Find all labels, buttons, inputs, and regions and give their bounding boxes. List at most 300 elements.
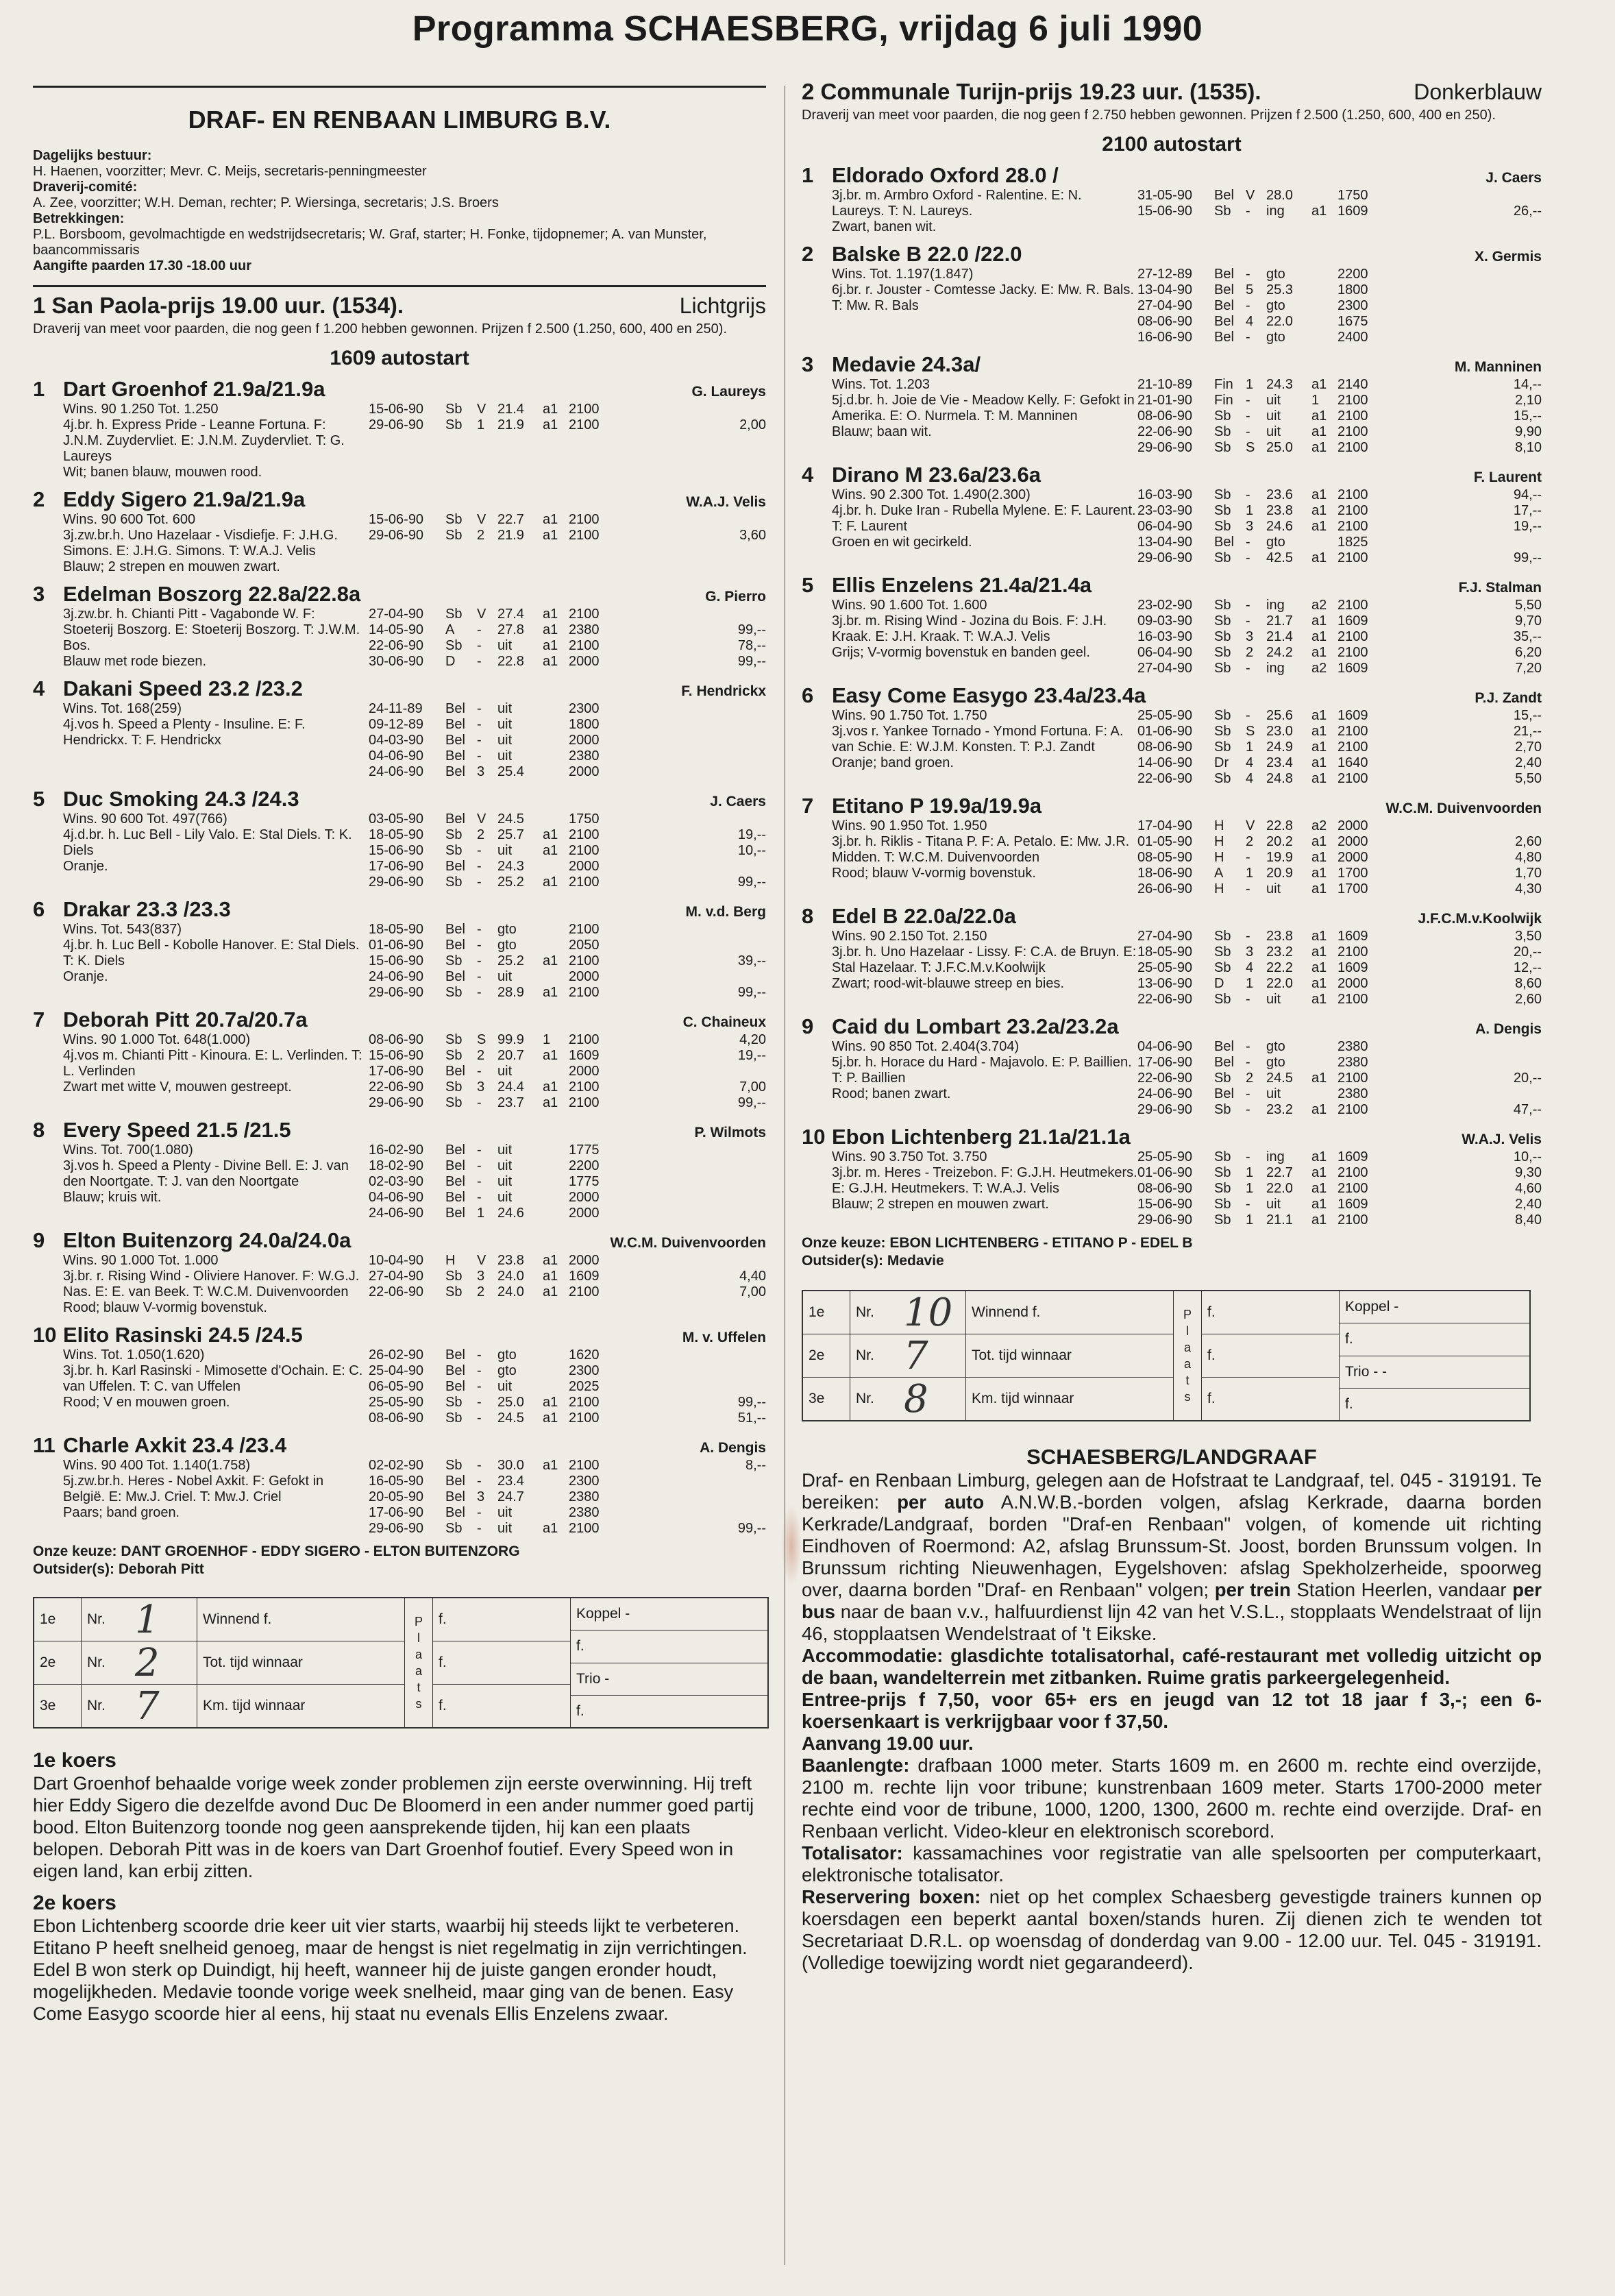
result-cell: uit: [497, 1158, 513, 1173]
result-cell: 51,--: [737, 1410, 766, 1426]
result-cell: 7,00: [739, 1284, 766, 1299]
race1-rule: [33, 285, 766, 287]
result-cell: [618, 1505, 766, 1521]
result-cell: 21.1: [1266, 1212, 1293, 1228]
horse-info: [802, 598, 1137, 676]
slip-position: 2e: [34, 1641, 82, 1684]
slip-f-field: f.: [433, 1641, 570, 1685]
result-cell: 1: [477, 417, 485, 432]
result-cell: 09-03-90: [1137, 613, 1193, 628]
result-cell: 23.7: [497, 1095, 524, 1110]
result-cell: 13-04-90: [1137, 282, 1193, 297]
result-cell: 39,--: [737, 953, 766, 968]
result-cell: gto: [1266, 1039, 1285, 1054]
result-cell: 1609: [1337, 1149, 1368, 1164]
result-row: [369, 1206, 766, 1221]
result-cell: Bel: [445, 764, 465, 779]
result-cell: 22-06-90: [1137, 1071, 1193, 1086]
result-cell: 2100: [569, 843, 600, 858]
result-cell: 08-06-90: [369, 1032, 424, 1047]
result-cell: 01-06-90: [1137, 724, 1193, 739]
result-cell: a1: [543, 654, 558, 669]
horse-entry: [33, 897, 766, 1001]
horse-trainer: P. Wilmots: [694, 1125, 766, 1140]
horse-header: [802, 794, 1542, 818]
result-cell: 20.2: [1266, 834, 1293, 849]
result-row: [1137, 393, 1542, 408]
result-cell: 13-06-90: [1137, 976, 1193, 991]
result-cell: [1311, 535, 1337, 550]
horse-entry: [33, 487, 766, 575]
info-track-length: [802, 1755, 1542, 1842]
result-cell: -: [1246, 1039, 1250, 1054]
horse-entry: [802, 242, 1542, 345]
horse-body: [802, 598, 1542, 676]
result-cell: [618, 717, 766, 733]
horse-number: 8: [33, 1118, 45, 1142]
result-cell: 27-04-90: [369, 607, 424, 622]
slip-right-field: f.: [576, 1702, 584, 1719]
result-cell: ing: [1266, 204, 1285, 219]
result-cell: 1700: [1337, 866, 1368, 881]
horse-info-text: Wins. Tot. 543(837) 4j.br. h. Luc Bell - Kobolle Hanover. E: Stal Diels. T: K. Diels Oranje.: [63, 922, 360, 984]
result-cell: [1387, 188, 1542, 204]
result-cell: 25.2: [497, 875, 524, 890]
result-cell: 15-06-90: [1137, 204, 1193, 219]
result-cell: 10-04-90: [369, 1253, 424, 1268]
result-row: [1137, 519, 1542, 535]
result-cell: 19.9: [1266, 850, 1293, 865]
result-row: [369, 1410, 766, 1426]
result-row: [369, 1458, 766, 1474]
result-cell: -: [477, 1347, 482, 1363]
org-name: DRAF- EN RENBAAN LIMBURG B.V.: [188, 106, 611, 134]
result-cell: 1775: [569, 1174, 600, 1189]
result-cell: 21,--: [1513, 724, 1542, 739]
result-cell: 1609: [1337, 613, 1368, 628]
result-cell: 2100: [569, 638, 600, 653]
result-cell: Bel: [445, 1190, 465, 1205]
slip-f-field: f.: [1202, 1334, 1339, 1378]
horse-body: [33, 811, 766, 890]
result-cell: Sb: [1214, 1181, 1231, 1196]
result-cell: 2025: [569, 1379, 600, 1394]
result-cell: -: [477, 654, 482, 669]
horse-results: [1137, 1149, 1542, 1228]
result-cell: 24.3: [497, 859, 524, 874]
result-cell: 22.0: [1266, 976, 1293, 991]
result-cell: Sb: [445, 638, 463, 653]
info-totalisator: [802, 1842, 1542, 1886]
result-cell: 25.4: [497, 764, 524, 779]
result-cell: a1: [1311, 708, 1327, 723]
result-cell: 24.6: [1266, 519, 1293, 534]
horse-header: [802, 904, 1542, 929]
result-cell: Bel: [445, 733, 465, 748]
horse-entry: [33, 787, 766, 890]
result-cell: [1311, 188, 1337, 204]
result-cell: 20-05-90: [369, 1489, 424, 1504]
result-cell: 8,10: [1515, 440, 1542, 455]
result-cell: a1: [1311, 740, 1327, 755]
result-cell: 24.0: [497, 1269, 524, 1284]
result-row: [1137, 1086, 1542, 1102]
result-cell: [618, 1253, 766, 1269]
org-line: [33, 180, 766, 195]
horse-number: 3: [802, 352, 814, 376]
result-cell: 16-03-90: [1137, 487, 1193, 502]
result-cell: 2100: [1337, 424, 1368, 439]
result-cell: 22-06-90: [1137, 992, 1193, 1007]
slip-koppel-trio: [571, 1598, 767, 1727]
horse-header: [33, 1228, 766, 1253]
horse-name: Dakani Speed 23.2 /23.2: [63, 676, 303, 700]
slip-right-field: f.: [1340, 1323, 1529, 1356]
horse-trainer: W.A.J. Velis: [1462, 1132, 1542, 1147]
result-cell: 2100: [569, 417, 600, 432]
slip-koppel-trio: [1340, 1291, 1529, 1420]
result-cell: 29-06-90: [1137, 440, 1193, 455]
result-cell: S: [1246, 440, 1255, 455]
result-cell: 99,--: [737, 875, 766, 890]
result-row: [1137, 881, 1542, 897]
result-cell: 15-06-90: [369, 843, 424, 858]
result-cell: 2,40: [1515, 1197, 1542, 1212]
horse-body: [33, 1347, 766, 1426]
plaats-letter: t: [417, 1681, 421, 1694]
result-cell: 2000: [569, 1253, 600, 1268]
horse-body: [33, 1143, 766, 1221]
result-cell: 4,40: [739, 1269, 766, 1284]
horse-body: [33, 402, 766, 480]
slip-positions: [803, 1291, 1173, 1420]
horse-entry: [33, 1323, 766, 1426]
result-cell: Bel: [445, 1505, 465, 1520]
result-cell: -: [477, 1379, 482, 1394]
result-row: [369, 1395, 766, 1410]
top-rule: [33, 86, 766, 88]
slip-right-field: Koppel -: [1340, 1291, 1529, 1323]
info-heading: SCHAESBERG/LANDGRAAF: [1026, 1445, 1317, 1469]
slip-handwritten-number: 7: [904, 1334, 966, 1377]
result-cell: 19,--: [737, 827, 766, 842]
result-cell: a1: [543, 827, 558, 842]
result-cell: 24.5: [497, 811, 524, 827]
horse-number: 2: [33, 487, 45, 511]
result-cell: uit: [1266, 393, 1281, 408]
slip-nr-label: Nr.: [87, 1698, 106, 1713]
paper-stain: [781, 1504, 802, 1587]
horse-number: 10: [33, 1323, 57, 1347]
result-cell: 2000: [569, 654, 600, 669]
result-cell: [543, 748, 569, 764]
result-cell: 1609: [1337, 1197, 1368, 1212]
result-cell: 2: [1246, 834, 1254, 849]
horse-number: 6: [802, 683, 814, 707]
plaats-letter: a: [1183, 1341, 1191, 1354]
result-cell: [618, 859, 766, 875]
result-cell: a1: [543, 953, 558, 968]
result-cell: 2300: [569, 1363, 600, 1378]
horse-header: [802, 463, 1542, 487]
result-row: [1137, 535, 1542, 550]
result-cell: a1: [1311, 408, 1327, 424]
result-cell: Sb: [445, 1095, 463, 1110]
plaats-letter: s: [1184, 1390, 1191, 1404]
horse-trainer: P.J. Zandt: [1475, 690, 1542, 706]
result-cell: [543, 701, 569, 717]
result-cell: 1609: [1337, 960, 1368, 975]
result-cell: Sb: [445, 1048, 463, 1063]
result-cell: 2300: [569, 701, 600, 716]
result-cell: 94,--: [1513, 487, 1542, 502]
result-row: [369, 827, 766, 843]
result-cell: 22.2: [1266, 960, 1293, 975]
result-cell: 22.0: [1266, 314, 1293, 329]
result-cell: 20,--: [1513, 1071, 1542, 1086]
horse-name: Eddy Sigero 21.9a/21.9a: [63, 487, 306, 511]
result-cell: Sb: [1214, 1197, 1231, 1212]
horse-entry: [802, 1014, 1542, 1118]
result-cell: -: [477, 1190, 482, 1205]
result-cell: Sb: [1214, 613, 1231, 628]
result-cell: [1311, 282, 1337, 298]
horse-name: Eldorado Oxford 28.0 /: [832, 163, 1059, 187]
horse-body: [802, 1039, 1542, 1118]
result-row: [1137, 503, 1542, 519]
horse-info-text: Wins. 90 1.000 Tot. 648(1.000) 4j.vos m. Chianti Pitt - Kinoura. E: L. Verlinden. T: L. Verlinden Zwart met witte V, mouwen gestreept.: [63, 1032, 362, 1095]
horse-info: [802, 818, 1137, 897]
result-cell: Sb: [445, 417, 463, 432]
horse-header: [33, 676, 766, 701]
result-cell: 2100: [569, 922, 600, 937]
result-cell: [618, 1363, 766, 1379]
horse-trainer: J.F.C.M.v.Koolwijk: [1418, 911, 1542, 927]
result-cell: 2100: [1337, 992, 1368, 1007]
horse-info: [802, 708, 1137, 787]
plaats-letter: P: [414, 1615, 423, 1628]
horse-info: [802, 929, 1137, 1007]
result-cell: uit: [497, 843, 513, 858]
horse-info: [802, 188, 1137, 235]
result-cell: [1387, 1039, 1542, 1055]
result-cell: [1387, 1055, 1542, 1071]
result-cell: 2400: [1337, 330, 1368, 345]
result-cell: -: [1246, 393, 1250, 408]
horse-entry: [802, 794, 1542, 897]
result-cell: 1609: [569, 1048, 600, 1063]
horse-trainer: G. Laureys: [691, 384, 766, 400]
slip-field-label: Winnend f.: [972, 1304, 1041, 1320]
slip-nr-label: Nr.: [856, 1304, 874, 1320]
result-row: [1137, 755, 1542, 771]
org-line-bold: Dagelijks bestuur:: [33, 148, 152, 163]
horse-trainer: F. Laurent: [1473, 469, 1542, 485]
plaats-letter: l: [1186, 1324, 1189, 1338]
result-cell: 29-06-90: [369, 875, 424, 890]
result-cell: Sb: [1214, 771, 1231, 786]
result-cell: 2: [1246, 1071, 1254, 1086]
horse-name: Charle Axkit 23.4 /23.4: [63, 1433, 287, 1457]
horse-results: [1137, 377, 1542, 456]
result-cell: [1387, 1086, 1542, 1102]
slip-position: 1e: [803, 1291, 850, 1334]
result-cell: uit: [497, 1174, 513, 1189]
result-cell: 1: [543, 1032, 551, 1047]
result-cell: 15-06-90: [369, 1048, 424, 1063]
result-row: [1137, 1197, 1542, 1212]
info-by-car: per auto: [897, 1491, 985, 1513]
result-cell: -: [477, 1158, 482, 1173]
result-cell: 2: [1246, 645, 1254, 660]
horse-results: [1137, 818, 1542, 897]
race2-distance: 2100 autostart: [1102, 133, 1242, 156]
horse-header: [802, 1125, 1542, 1149]
info-entree: [802, 1689, 1542, 1733]
result-cell: 2000: [569, 1190, 600, 1205]
result-cell: a1: [1311, 424, 1327, 439]
result-cell: Bel: [445, 922, 465, 937]
horse-name: Ellis Enzelens 21.4a/21.4a: [832, 573, 1092, 597]
result-cell: 06-05-90: [369, 1379, 424, 1394]
info-accommodation: [802, 1645, 1542, 1689]
horse-number: 2: [802, 242, 814, 266]
result-cell: -: [477, 1521, 482, 1536]
slip-plaats-fields: [1202, 1291, 1340, 1420]
result-cell: -: [477, 938, 482, 953]
result-cell: [1311, 1086, 1337, 1102]
org-line-bold: Draverij-comité:: [33, 180, 138, 195]
result-cell: gto: [497, 1363, 517, 1378]
result-row: [369, 938, 766, 953]
result-cell: 2,10: [1515, 393, 1542, 408]
horse-results: [369, 1032, 766, 1111]
slip-right-field: Koppel -: [571, 1598, 767, 1631]
plaats-letter: P: [1183, 1308, 1192, 1321]
horse-results: [1137, 267, 1542, 345]
result-cell: [543, 1363, 569, 1379]
result-row: [1137, 645, 1542, 661]
result-cell: 16-05-90: [369, 1474, 424, 1489]
result-cell: 24.7: [497, 1489, 524, 1504]
org-line: [33, 258, 766, 274]
horse-info-text: Wins. 90 850 Tot. 2.404(3.704) 5j.br. h. Horace du Hard - Majavolo. E: P. Baillien. T: P. Baillien Rood; banen zwart.: [832, 1039, 1132, 1101]
result-cell: [543, 1190, 569, 1206]
result-cell: 2100: [1337, 944, 1368, 960]
result-cell: -: [477, 985, 482, 1000]
result-cell: Bel: [1214, 267, 1234, 282]
result-cell: a2: [1311, 661, 1327, 676]
result-cell: 24.4: [497, 1079, 524, 1095]
result-cell: -: [477, 843, 482, 858]
result-cell: gto: [497, 1347, 517, 1363]
race1-choice: Onze keuze: DANT GROENHOF - EDDY SIGERO - ELTON BUITENZORG: [33, 1543, 520, 1559]
result-cell: 08-05-90: [1137, 850, 1193, 865]
horse-trainer: M. v. Uffelen: [682, 1330, 766, 1345]
horse-trainer: W.C.M. Duivenvoorden: [1385, 801, 1542, 816]
result-cell: 24.0: [497, 1284, 524, 1299]
result-cell: 21.9: [497, 417, 524, 432]
horse-header: [33, 1118, 766, 1143]
result-row: [1137, 1102, 1542, 1118]
result-cell: 08-06-90: [369, 1410, 424, 1426]
race1-horse-list: [33, 377, 766, 1537]
result-cell: [1387, 818, 1542, 834]
result-row: [369, 1379, 766, 1395]
result-cell: Sb: [445, 875, 463, 890]
horse-info: [33, 402, 369, 480]
result-cell: 2100: [1337, 740, 1368, 755]
result-cell: 1800: [1337, 282, 1368, 297]
result-cell: Sb: [445, 1032, 463, 1047]
result-cell: -: [1246, 1086, 1250, 1101]
org-line-bold: Betrekkingen:: [33, 211, 125, 226]
result-cell: 31-05-90: [1137, 188, 1193, 203]
result-row: [369, 638, 766, 654]
result-cell: Sb: [1214, 503, 1231, 518]
result-cell: a1: [543, 417, 558, 432]
result-cell: 01-06-90: [369, 938, 424, 953]
result-row: [369, 1095, 766, 1111]
result-cell: Bel: [445, 1064, 465, 1079]
result-cell: 4: [1246, 755, 1254, 770]
result-cell: 4: [1246, 314, 1254, 329]
result-cell: a1: [543, 1269, 558, 1284]
result-cell: Sb: [1214, 408, 1231, 424]
result-cell: 26-06-90: [1137, 881, 1193, 896]
horse-trainer: G. Pierro: [705, 589, 766, 604]
result-cell: -: [477, 859, 482, 874]
result-cell: gto: [1266, 298, 1285, 313]
horse-body: [33, 1253, 766, 1316]
result-cell: uit: [497, 969, 513, 984]
result-cell: 99,--: [737, 985, 766, 1000]
result-cell: Sb: [1214, 204, 1231, 219]
result-row: [1137, 1149, 1542, 1165]
result-cell: -: [1246, 992, 1250, 1007]
result-cell: -: [477, 922, 482, 937]
info-entree-text: Entree-prijs f 7,50, voor 65+ ers en jeugd van 12 tot 18 jaar f 3,-; een 6-koersenkaart is verkrijgbaar voor f 37,50.: [802, 1689, 1542, 1732]
result-cell: uit: [1266, 881, 1281, 896]
result-cell: 2100: [1337, 1181, 1368, 1196]
slip-right-field: f.: [571, 1631, 767, 1663]
horse-entry: [802, 683, 1542, 787]
slip-plaats: [1173, 1291, 1202, 1420]
result-cell: Bel: [445, 938, 465, 953]
race2-title: 2 Communale Turijn-prijs 19.23 uur. (1535).: [802, 79, 1261, 104]
result-cell: 23.2: [1266, 1102, 1293, 1117]
result-cell: a1: [1311, 929, 1327, 944]
horse-number: 10: [802, 1125, 826, 1149]
horse-info: [33, 1347, 369, 1426]
result-cell: 17-06-90: [369, 1064, 424, 1079]
result-cell: 1700: [1337, 881, 1368, 896]
result-cell: V: [1246, 188, 1255, 203]
result-cell: 23.8: [1266, 503, 1293, 518]
result-cell: 3: [477, 1079, 485, 1095]
result-row: [369, 622, 766, 638]
koers2-text: Ebon Lichtenberg scoorde drie keer uit vier starts, waarbij hij steeds lijkt te verbeteren. Etitano P heeft snelheid genoeg, maar de hengst is niet regelmatig in zijn verrichtingen. Edel B won sterk op Duindigt, hij heeft, wanneer hij de juiste gangen eronder houdt, mogelijkheden. Medavie toonde vorige week snelheid, maar ging van de benen. Easy Come Easygo scoorde hier al eens, hij staat nu evenals Ellis Enzelens zwaar.: [33, 1916, 748, 2024]
result-cell: Bel: [1214, 1039, 1234, 1054]
result-cell: 25.3: [1266, 282, 1293, 297]
result-cell: 99.9: [497, 1032, 524, 1047]
result-cell: uit: [497, 638, 513, 653]
result-cell: 23.8: [497, 1253, 524, 1268]
result-cell: Sb: [445, 1269, 463, 1284]
result-row: [369, 607, 766, 622]
result-cell: -: [477, 622, 482, 637]
result-cell: [543, 1347, 569, 1363]
